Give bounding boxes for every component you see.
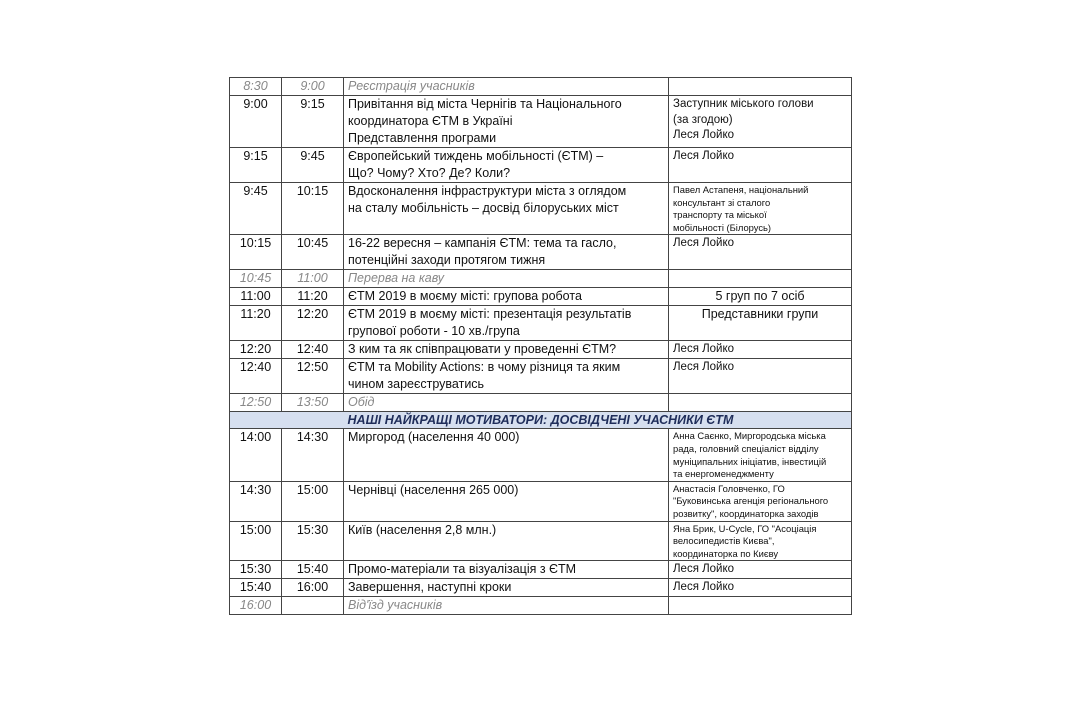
end-time: 10:45: [282, 235, 344, 270]
topic-line: Що? Чому? Хто? Де? Коли?: [348, 166, 511, 180]
start-time: 15:30: [230, 561, 282, 579]
topic-line: Реєстрація учасників: [348, 79, 475, 93]
speaker-line: транспорту та міської: [673, 209, 767, 221]
end-time: 13:50: [282, 394, 344, 412]
agenda-row: [230, 78, 852, 96]
topic-line: чином зареєструватись: [348, 377, 485, 392]
end-time: 15:00: [282, 481, 344, 521]
speaker: [669, 148, 852, 183]
topic: [344, 359, 669, 394]
topic: [344, 597, 669, 615]
end-time: 9:15: [282, 96, 344, 148]
end-time: 11:20: [282, 288, 344, 306]
end-time: 12:50: [282, 359, 344, 394]
agenda-row: [230, 183, 852, 235]
section-row: [230, 412, 852, 429]
end-time: 14:30: [282, 429, 344, 481]
agenda-row: [230, 235, 852, 270]
topic-line: ЄТМ та Mobility Actions: в чому різниця та яким: [348, 360, 621, 375]
end-time: 15:30: [282, 521, 344, 561]
topic-line: Київ (населення 2,8 млн.): [348, 522, 497, 537]
speaker-line: Анастасія Головченко, ГО: [673, 482, 785, 494]
topic: [344, 579, 669, 597]
topic-line: Обід: [348, 395, 375, 410]
speaker-line: Леся Лойко: [673, 581, 735, 594]
agenda-row: [230, 148, 852, 183]
topic: [344, 341, 669, 359]
speaker: [669, 394, 852, 412]
topic: [344, 561, 669, 579]
speaker: [669, 288, 852, 306]
speaker-line: Леся Лойко: [673, 563, 735, 576]
speaker-line: Анна Саєнко, Миргородська міська: [673, 430, 826, 442]
topic: [344, 78, 669, 96]
speaker: [669, 96, 852, 148]
topic-line: Завершення, наступні кроки: [348, 580, 512, 595]
topic-line: Чернівці (населення 265 000): [348, 482, 519, 497]
topic-line: групової роботи - 10 хв./група: [348, 324, 520, 339]
speaker: [669, 270, 852, 288]
speaker: [669, 561, 852, 579]
section-title: НАШІ НАЙКРАЩІ МОТИВАТОРИ: ДОСВІДЧЕНІ УЧАСНИКИ ЄТМ: [230, 412, 852, 429]
start-time: 9:45: [230, 183, 282, 235]
speaker-line: Леся Лойко: [673, 237, 735, 250]
agenda-row: [230, 561, 852, 579]
start-time: 15:40: [230, 579, 282, 597]
end-time: 11:00: [282, 270, 344, 288]
agenda-row: [230, 597, 852, 615]
speaker-line: рада, головний спеціаліст відділу: [673, 442, 819, 454]
speaker: [669, 183, 852, 235]
agenda-row: [230, 579, 852, 597]
start-time: 11:00: [230, 288, 282, 306]
topic: [344, 96, 669, 148]
agenda-row: [230, 394, 852, 412]
topic: [344, 394, 669, 412]
speaker: [669, 235, 852, 270]
agenda-row: [230, 359, 852, 394]
agenda-row: [230, 288, 852, 306]
speaker-line: 5 груп по 7 осіб: [715, 289, 805, 304]
topic: [344, 235, 669, 270]
start-time: 12:50: [230, 394, 282, 412]
topic-line: З ким та як співпрацювати у проведенні ЄТМ?: [348, 342, 617, 357]
end-time: 16:00: [282, 579, 344, 597]
speaker-line: Представники групи: [701, 307, 819, 322]
speaker-line: Леся Лойко: [673, 129, 735, 141]
speaker: [669, 429, 852, 481]
start-time: 16:00: [230, 597, 282, 615]
agenda-row: [230, 341, 852, 359]
speaker-line: та енергоменеджменту: [673, 468, 774, 480]
start-time: 15:00: [230, 521, 282, 561]
agenda-row: [230, 521, 852, 561]
start-time: 11:20: [230, 306, 282, 341]
speaker: [669, 359, 852, 394]
start-time: 9:15: [230, 148, 282, 183]
topic: [344, 521, 669, 561]
speaker-line: Яна Брик, U-Cycle, ГО "Асоціація: [673, 522, 817, 534]
topic-line: Вдосконалення інфраструктури міста з оглядом: [348, 184, 627, 198]
end-time: 12:20: [282, 306, 344, 341]
speaker-line: мобільності (Білорусь): [673, 221, 772, 233]
topic: [344, 148, 669, 183]
speaker-line: (за згодою): [673, 113, 733, 126]
start-time: 10:15: [230, 235, 282, 270]
speaker-line: Леся Лойко: [673, 361, 735, 374]
topic-line: Європейський тиждень мобільності (ЄТМ) –: [348, 149, 604, 163]
speaker: [669, 78, 852, 96]
topic-line: Привітання від міста Чернігів та Національного: [348, 97, 622, 111]
start-time: 8:30: [230, 78, 282, 96]
topic-line: Від'їзд учасників: [348, 598, 443, 613]
agenda-row: [230, 306, 852, 341]
speaker: [669, 341, 852, 359]
speaker-line: Павел Астапеня, національний: [673, 184, 809, 195]
agenda-row: [230, 429, 852, 481]
agenda-row: [230, 96, 852, 148]
speaker: [669, 579, 852, 597]
speaker-line: координаторка по Києву: [673, 547, 779, 559]
start-time: 14:00: [230, 429, 282, 481]
topic-line: Представлення програми: [348, 131, 497, 145]
topic: [344, 481, 669, 521]
topic-line: 16-22 вересня – кампанія ЄТМ: тема та гасло,: [348, 236, 617, 251]
start-time: 9:00: [230, 96, 282, 148]
end-time: [282, 597, 344, 615]
speaker: [669, 481, 852, 521]
agenda-table: [229, 77, 852, 615]
speaker-line: муніципальних ініціатив, інвестицій: [673, 455, 827, 467]
end-time: 9:00: [282, 78, 344, 96]
topic-line: Промо-матеріали та візуалізація з ЄТМ: [348, 562, 577, 577]
topic-line: потенційні заходи протягом тижня: [348, 253, 546, 268]
speaker: [669, 521, 852, 561]
speaker-line: "Буковинська агенція регіонального: [673, 495, 829, 507]
topic-line: Миргород (населення 40 000): [348, 430, 520, 445]
topic-line: ЄТМ 2019 в моєму місті: презентація результатів: [348, 307, 632, 322]
speaker: [669, 306, 852, 341]
start-time: 12:40: [230, 359, 282, 394]
agenda-row: [230, 481, 852, 521]
speaker-line: розвитку", координаторка заходів: [673, 507, 819, 519]
end-time: 9:45: [282, 148, 344, 183]
start-time: 14:30: [230, 481, 282, 521]
topic-line: на сталу мобільність – досвід білоруських міст: [348, 201, 619, 215]
start-time: 10:45: [230, 270, 282, 288]
topic: [344, 183, 669, 235]
end-time: 10:15: [282, 183, 344, 235]
agenda-row: [230, 270, 852, 288]
topic-line: Перерва на каву: [348, 271, 445, 286]
topic-line: координатора ЄТМ в Україні: [348, 114, 513, 128]
speaker-line: Леся Лойко: [673, 150, 735, 162]
speaker-line: консультант зі сталого: [673, 196, 771, 208]
topic-line: ЄТМ 2019 в моєму місті: групова робота: [348, 289, 582, 304]
speaker-line: велосипедистів Києва",: [673, 535, 775, 547]
start-time: 12:20: [230, 341, 282, 359]
end-time: 12:40: [282, 341, 344, 359]
speaker-line: Заступник міського голови: [673, 98, 814, 110]
speaker-line: Леся Лойко: [673, 343, 735, 356]
topic: [344, 429, 669, 481]
topic: [344, 306, 669, 341]
end-time: 15:40: [282, 561, 344, 579]
agenda-body: [230, 78, 852, 615]
topic: [344, 288, 669, 306]
speaker: [669, 597, 852, 615]
topic: [344, 270, 669, 288]
